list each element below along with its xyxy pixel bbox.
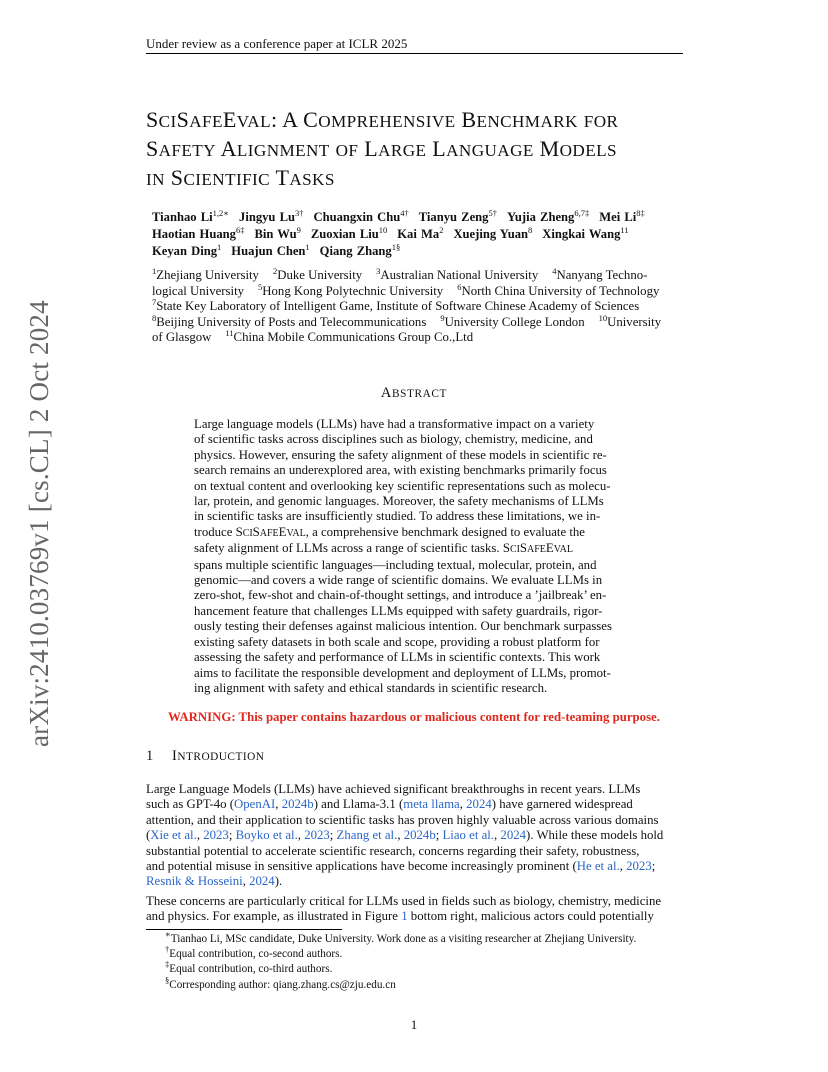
abstract-line: in scientific tasks are insufficiently studied. To address these limitations, we in- [194, 509, 601, 524]
abstract-line: existing safety datasets in both scale and scope, providing a robust platform for [194, 634, 600, 649]
title-line: SAFETY ALIGNMENT OF LARGE LANGUAGE MODELS [146, 136, 617, 161]
abstract-line: genomic—and covers a wide range of scientific domains. We evaluate LLMs in [194, 573, 603, 588]
author-affiliation-mark: 3† [294, 208, 304, 218]
affiliation: $^7$State Key Laboratory of Intelligent Game, Institute of Software Chinese Academy of Sciences [152, 297, 640, 314]
author-affiliation-mark: 8 [528, 225, 533, 235]
abstract-line: physics. However, ensuring the safety alignment of these models in scientific re- [194, 447, 607, 462]
affiliation-number: 7 [152, 297, 157, 308]
intro-paragraph-1 [146, 782, 683, 890]
author-name: Xuejing Yuan$^8$ [453, 225, 533, 241]
page-number: 1 [410, 1017, 418, 1032]
affiliation: logical University [152, 283, 245, 298]
abstract-line: spans multiple scientific languages—including textual, molecular, protein, and [194, 557, 597, 572]
citation-link[interactable]: 2023 [304, 828, 330, 843]
author-affiliation-mark: 1 [217, 242, 222, 252]
author-affiliation-mark: 4† [400, 208, 409, 218]
footnote: §Corresponding author: qiang.zhang.cs@zju.edu.cn [165, 974, 396, 991]
title-line: IN SCIENTIFIC TASKS [146, 165, 335, 190]
footnote-mark: § [165, 974, 170, 985]
warning-notice: WARNING: This paper contains hazardous or malicious content for red-teaming purpose. [168, 710, 660, 724]
affiliation-line [152, 268, 712, 284]
citation-link[interactable]: OpenAI [234, 797, 276, 812]
affiliation: $^4$Nanyang Techno- [552, 266, 648, 282]
header-rule [146, 53, 683, 54]
affiliation-list [152, 268, 712, 346]
affiliation: $^5$Hong Kong Polytechnic University [258, 281, 444, 298]
author-name: Xingkai Wang$^{11}$ [542, 225, 629, 241]
author-name: Haotian Huang$^{6\ddagger}$ [152, 225, 245, 241]
footnote: ∗Tianhao Li, MSc candidate, Duke University. Work done as a visiting researcher at Zhejiang University. [165, 929, 637, 945]
affiliation: $^9$University College London [440, 312, 585, 329]
citation-link[interactable]: He et al. [576, 859, 620, 874]
author-line [152, 209, 712, 226]
affiliation: $^6$North China University of Technology [457, 281, 660, 298]
citation-link[interactable]: Liao et al. [442, 828, 495, 843]
citation-link[interactable]: Boyko et al. [235, 828, 298, 843]
affiliation-number: 10 [598, 312, 608, 323]
abstract-line: lar, protein, and genomic languages. Moreover, the safety mechanisms of LLMs [194, 494, 604, 509]
paragraph-line: Resnik & Hosseini, 2024). [146, 874, 283, 889]
abstract-line: assessing the safety and performance of LLMs in scientific contexts. This work [194, 650, 601, 665]
author-name: Bin Wu$^9$ [254, 225, 301, 241]
abstract-line: of scientific tasks across disciplines such as biology, chemistry, medicine, and [194, 432, 593, 447]
citation-link[interactable]: Xie et al. [150, 828, 197, 843]
abstract-body [194, 417, 634, 696]
author-line [152, 243, 712, 260]
author-name: Yujia Zheng$^{6,7\ddagger}$ [506, 208, 590, 224]
abstract-line: search remains an underexplored area, with existing benchmarks primarily focus [194, 463, 607, 478]
footnote-rule [146, 929, 342, 930]
abstract-line: troduce SCISAFEEVAL, a comprehensive benchmark designed to evaluate the [194, 524, 585, 539]
author-affiliation-mark: 6,7‡ [574, 208, 590, 218]
author-name: Keyan Ding$^1$ [152, 242, 222, 258]
author-affiliation-mark: 1§ [391, 242, 401, 252]
affiliation-number: 5 [258, 281, 263, 292]
author-affiliation-mark: 1,2∗ [212, 208, 230, 218]
title-line: SCISAFEEVAL: A COMPREHENSIVE BENCHMARK FOR [146, 107, 619, 132]
citation-link[interactable]: 2024 [466, 797, 492, 812]
abstract-line: safety alignment of LLMs across a range of scientific tasks. SCISAFEEVAL [194, 541, 573, 556]
citation-link[interactable]: 2024b [281, 797, 314, 812]
author-affiliation-mark: 9 [296, 225, 301, 235]
abstract-line: hancement feature that challenges LLMs equipped with safety guardrails, rigor- [194, 603, 603, 618]
affiliation-number: 9 [440, 312, 445, 323]
author-name: Kai Ma$^2$ [397, 225, 444, 241]
author-list [152, 209, 712, 260]
affiliation-number: 1 [152, 266, 157, 276]
author-affiliation-mark: 1 [305, 242, 310, 252]
author-name: Mei $Li^{8\ddagger}$ [599, 208, 645, 224]
footnote: ‡Equal contribution, co-third authors. [165, 959, 333, 976]
affiliation-number: 6 [457, 281, 462, 292]
arxiv-identifier: arXiv:2410.03769v1 [cs.CL] 2 Oct 2024 [24, 300, 54, 747]
paragraph-line: (Xie et al., 2023; Boyko et al., 2023; Zhang et al., 2024b; Liao et al., 2024). While these models hold [146, 828, 664, 843]
running-header: Under review as a conference paper at ICLR 2025 [146, 36, 408, 51]
footnote-mark: † [165, 944, 170, 955]
section-title: INTRODUCTION [172, 748, 265, 764]
paragraph-line: These concerns are particularly critical for LLMs used in fields such as biology, chemistry, medicine [146, 894, 662, 908]
affiliation: $^{10}$University [598, 312, 662, 329]
abstract-line: aims to facilitate the responsible development and deployment of LLMs, promot- [194, 665, 611, 680]
affiliation: $^{11}$China Mobile Communications Group Co.,Ltd [225, 328, 474, 345]
paragraph-line: Large Language Models (LLMs) have achieved significant breakthroughs in recent years. LLMs [146, 782, 641, 796]
affiliation-line [152, 299, 712, 315]
author-name: Chuangxin Chu$^{4\dagger}$ [313, 208, 409, 224]
abstract-line: ing alignment with safety and ethical standards in scientific research. [194, 680, 548, 695]
author-affiliation-mark: 5† [488, 208, 497, 218]
citation-link[interactable]: 2024 [249, 874, 275, 889]
affiliation-line [152, 312, 712, 331]
author-affiliation-mark: 10 [378, 225, 388, 235]
affiliation-line [152, 281, 712, 300]
author-name: Zuoxian Liu$^{10}$ [310, 225, 388, 241]
author-affiliation-mark: 8‡ [636, 208, 645, 218]
abstract-line: on textual content and overlooking key scientific representations such as molecu- [194, 478, 611, 493]
paragraph-line: and physics. For example, as illustrated in Figure 1 bottom right, malicious actors could potentially [146, 909, 654, 924]
footnote-mark: ‡ [165, 959, 170, 970]
citation-link[interactable]: Zhang et al. [336, 828, 398, 843]
footnote: †Equal contribution, co-second authors. [165, 944, 343, 961]
citation-link[interactable]: 1 [401, 909, 408, 924]
affiliation-line [152, 330, 712, 346]
section-number: 1 [146, 748, 154, 764]
paragraph-line: such as GPT-4o (OpenAI, 2024b) and Llama-3.1 (meta llama, 2024) have garnered widespread [146, 797, 633, 812]
abstract-heading: ABSTRACT [380, 385, 448, 401]
citation-link[interactable]: 2024b [403, 828, 436, 843]
footnotes [165, 929, 685, 993]
abstract-line: zero-shot, few-shot and chain-of-thought settings, and introduce a ’jailbreak’ en- [194, 588, 607, 603]
affiliation-number: 4 [552, 266, 557, 276]
footnote-mark: ∗ [165, 929, 171, 939]
affiliation-number: 8 [152, 312, 157, 323]
affiliation-number: 3 [376, 266, 381, 276]
affiliation: $^3$Australian National University [376, 266, 539, 282]
intro-paragraph-2 [146, 894, 683, 925]
author-line [152, 226, 712, 243]
citation-link[interactable]: 2023 [203, 828, 229, 843]
author-name: Qiang Zhang$^{1\S}$ [319, 242, 401, 258]
author-name: Huajun Chen$^1$ [231, 242, 310, 258]
citation-link[interactable]: 2023 [626, 859, 652, 874]
affiliation: $^8$Beijing University of Posts and Telecommunications [152, 312, 427, 329]
affiliation: $^2$Duke University [272, 266, 363, 282]
author-affiliation-mark: 6‡ [235, 225, 245, 235]
paragraph-line: and potential misuse in sensitive applications have become increasingly prominent (He et al., 2023; [146, 859, 656, 874]
affiliation-number: 2 [272, 266, 278, 276]
affiliation: of Glasgow [152, 330, 212, 345]
author-affiliation-mark: 11 [620, 225, 629, 235]
author-name: Tianhao $Li^{1,2∗}$ [152, 208, 230, 224]
affiliation: $^1$Zhejiang University [152, 266, 259, 282]
affiliation-number: 11 [225, 328, 234, 339]
citation-link[interactable]: Resnik & Hosseini [146, 874, 243, 889]
author-affiliation-mark: 2 [439, 225, 444, 235]
citation-link[interactable]: meta llama [403, 797, 460, 812]
author-name: Jingyu $Lu^{3\dagger}$ [239, 208, 304, 224]
citation-link[interactable]: 2024 [500, 828, 527, 843]
paragraph-line: attention, and their application to scientific tasks has proven highly valuable across various domains [146, 812, 659, 827]
abstract-line: Large language models (LLMs) have had a transformative impact on a variety [194, 417, 595, 431]
paper-title [146, 106, 706, 193]
paragraph-line: substantial potential to accelerate scientific research, concerns regarding their safety, robustness, [146, 843, 640, 858]
author-name: Tianyu Zeng$^{5\dagger}$ [418, 208, 497, 224]
abstract-line: ously testing their defenses against malicious intention. Our benchmark surpasses [194, 619, 612, 634]
